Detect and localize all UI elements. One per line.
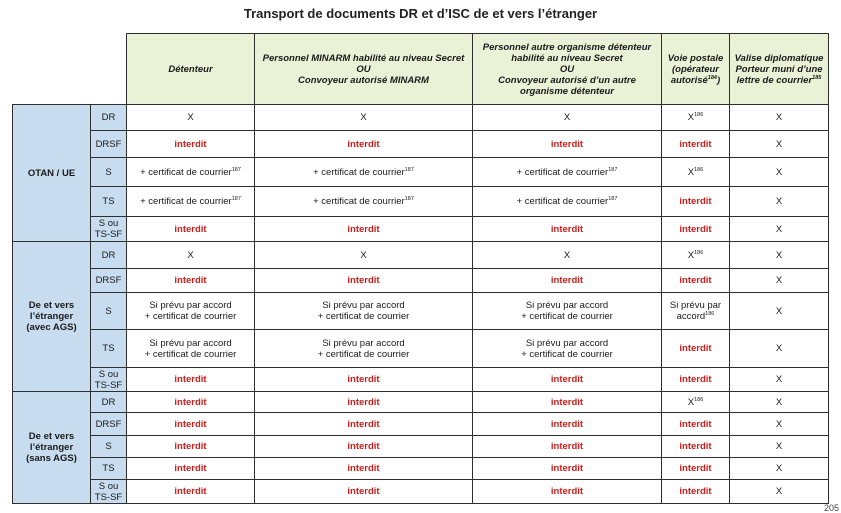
cell-value: X bbox=[730, 217, 829, 242]
cell-value: X bbox=[730, 105, 829, 131]
header-personnel-autre-organisme: Personnel autre organisme détenteur habilité au niveau Secret OU Convoyeur autorisé d’un autre organisme détenteur bbox=[473, 34, 662, 105]
cell-value: X bbox=[730, 330, 829, 368]
cell-interdit: interdit bbox=[127, 458, 255, 480]
cell-interdit: interdit bbox=[255, 217, 473, 242]
cell-interdit: interdit bbox=[662, 131, 730, 158]
cell-value: Si prévu par accord + certificat de courrier bbox=[473, 293, 662, 330]
table-row bbox=[13, 269, 829, 293]
cell-interdit: interdit bbox=[473, 458, 662, 480]
header-blank bbox=[13, 34, 127, 105]
cell-value: + certificat de courrier$^{187}$ bbox=[127, 158, 255, 187]
cell-interdit: interdit bbox=[662, 330, 730, 368]
classification-label: S ou TS-SF bbox=[91, 480, 127, 504]
table-row bbox=[13, 436, 829, 458]
cell-interdit: interdit bbox=[255, 269, 473, 293]
classification-label: TS bbox=[91, 187, 127, 217]
cell-value: X bbox=[730, 242, 829, 269]
table-row bbox=[13, 330, 829, 368]
cell-interdit: interdit bbox=[255, 458, 473, 480]
cell-interdit: interdit bbox=[255, 413, 473, 436]
classification-label: DR bbox=[91, 105, 127, 131]
cell-interdit: interdit bbox=[255, 480, 473, 504]
cell-value: $X^{186}$ bbox=[662, 158, 730, 187]
table-row bbox=[13, 293, 829, 330]
cell-interdit: interdit bbox=[662, 187, 730, 217]
cell-interdit: interdit bbox=[127, 480, 255, 504]
cell-value: Si prévu par accord$^{186}$ bbox=[662, 293, 730, 330]
cell-interdit: interdit bbox=[127, 436, 255, 458]
table-body bbox=[13, 105, 829, 504]
table-row bbox=[13, 217, 829, 242]
transport-table bbox=[12, 33, 829, 504]
cell-value: + certificat de courrier$^{187}$ bbox=[255, 158, 473, 187]
cell-value: Si prévu par accord + certificat de courrier bbox=[127, 293, 255, 330]
classification-label: S ou TS-SF bbox=[91, 217, 127, 242]
table-row bbox=[13, 368, 829, 392]
classification-label: DRSF bbox=[91, 131, 127, 158]
table-row bbox=[13, 187, 829, 217]
classification-label: S bbox=[91, 158, 127, 187]
classification-label: TS bbox=[91, 330, 127, 368]
cell-value: X bbox=[730, 436, 829, 458]
group-label: De et vers l’étranger (sans AGS) bbox=[13, 392, 91, 504]
cell-interdit: interdit bbox=[473, 269, 662, 293]
cell-value: X bbox=[255, 105, 473, 131]
cell-interdit: interdit bbox=[127, 131, 255, 158]
cell-value: X bbox=[730, 458, 829, 480]
table-row bbox=[13, 158, 829, 187]
cell-value: X bbox=[127, 242, 255, 269]
cell-value: X bbox=[730, 368, 829, 392]
cell-value: $X^{186}$ bbox=[662, 392, 730, 413]
cell-value: X bbox=[730, 293, 829, 330]
classification-label: TS bbox=[91, 458, 127, 480]
cell-interdit: interdit bbox=[473, 131, 662, 158]
cell-value: X bbox=[730, 392, 829, 413]
cell-value: Si prévu par accord + certificat de courrier bbox=[255, 293, 473, 330]
table-row bbox=[13, 413, 829, 436]
table-row bbox=[13, 458, 829, 480]
cell-interdit: interdit bbox=[473, 217, 662, 242]
cell-interdit: interdit bbox=[662, 269, 730, 293]
cell-interdit: interdit bbox=[662, 436, 730, 458]
classification-label: S bbox=[91, 293, 127, 330]
cell-value: X bbox=[730, 269, 829, 293]
cell-value: X bbox=[730, 158, 829, 187]
cell-interdit: interdit bbox=[255, 436, 473, 458]
cell-value: X bbox=[730, 131, 829, 158]
cell-value: $X^{186}$ bbox=[662, 105, 730, 131]
header-voie-postale: Voie postale (opérateur autorisé$^{184}$) bbox=[662, 34, 730, 105]
cell-interdit: interdit bbox=[127, 269, 255, 293]
table-row bbox=[13, 480, 829, 504]
cell-interdit: interdit bbox=[127, 217, 255, 242]
classification-label: S bbox=[91, 436, 127, 458]
cell-value: X bbox=[730, 187, 829, 217]
page-title: Transport de documents DR et d’ISC de et vers l’étranger bbox=[243, 6, 598, 21]
cell-interdit: interdit bbox=[473, 392, 662, 413]
cell-value: $X^{186}$ bbox=[662, 242, 730, 269]
header-personnel-minarm: Personnel MINARM habilité au niveau Secret OU Convoyeur autorisé MINARM bbox=[255, 34, 473, 105]
cell-value: Si prévu par accord + certificat de courrier bbox=[127, 330, 255, 368]
cell-interdit: interdit bbox=[662, 368, 730, 392]
cell-interdit: interdit bbox=[662, 458, 730, 480]
cell-value: Si prévu par accord + certificat de courrier bbox=[473, 330, 662, 368]
classification-label: S ou TS-SF bbox=[91, 368, 127, 392]
table-row bbox=[13, 105, 829, 131]
cell-value: X bbox=[473, 105, 662, 131]
cell-interdit: interdit bbox=[255, 392, 473, 413]
cell-value: X bbox=[255, 242, 473, 269]
cell-interdit: interdit bbox=[473, 436, 662, 458]
table-row bbox=[13, 131, 829, 158]
cell-value: Si prévu par accord + certificat de courrier bbox=[255, 330, 473, 368]
cell-value: X bbox=[127, 105, 255, 131]
classification-label: DRSF bbox=[91, 413, 127, 436]
cell-interdit: interdit bbox=[662, 413, 730, 436]
classification-label: DR bbox=[91, 242, 127, 269]
cell-interdit: interdit bbox=[127, 392, 255, 413]
cell-interdit: interdit bbox=[473, 368, 662, 392]
page-number: 205 bbox=[823, 503, 839, 513]
cell-value: + certificat de courrier$^{187}$ bbox=[473, 158, 662, 187]
classification-label: DR bbox=[91, 392, 127, 413]
cell-value: X bbox=[473, 242, 662, 269]
header-valise-diplomatique: Valise diplomatique Porteur muni d’une lettre de courrier$^{185}$ bbox=[730, 34, 829, 105]
classification-label: DRSF bbox=[91, 269, 127, 293]
table-row bbox=[13, 242, 829, 269]
cell-value: + certificat de courrier$^{187}$ bbox=[255, 187, 473, 217]
group-label: De et vers l’étranger (avec AGS) bbox=[13, 242, 91, 392]
cell-interdit: interdit bbox=[255, 131, 473, 158]
cell-interdit: interdit bbox=[127, 368, 255, 392]
cell-value: X bbox=[730, 413, 829, 436]
cell-value: + certificat de courrier$^{187}$ bbox=[473, 187, 662, 217]
table-row bbox=[13, 392, 829, 413]
header-detenteur: Détenteur bbox=[127, 34, 255, 105]
cell-interdit: interdit bbox=[473, 413, 662, 436]
cell-value: + certificat de courrier$^{187}$ bbox=[127, 187, 255, 217]
cell-interdit: interdit bbox=[662, 480, 730, 504]
group-label: OTAN / UE bbox=[13, 105, 91, 242]
cell-interdit: interdit bbox=[255, 368, 473, 392]
cell-interdit: interdit bbox=[662, 217, 730, 242]
cell-interdit: interdit bbox=[473, 480, 662, 504]
cell-value: X bbox=[730, 480, 829, 504]
cell-interdit: interdit bbox=[127, 413, 255, 436]
